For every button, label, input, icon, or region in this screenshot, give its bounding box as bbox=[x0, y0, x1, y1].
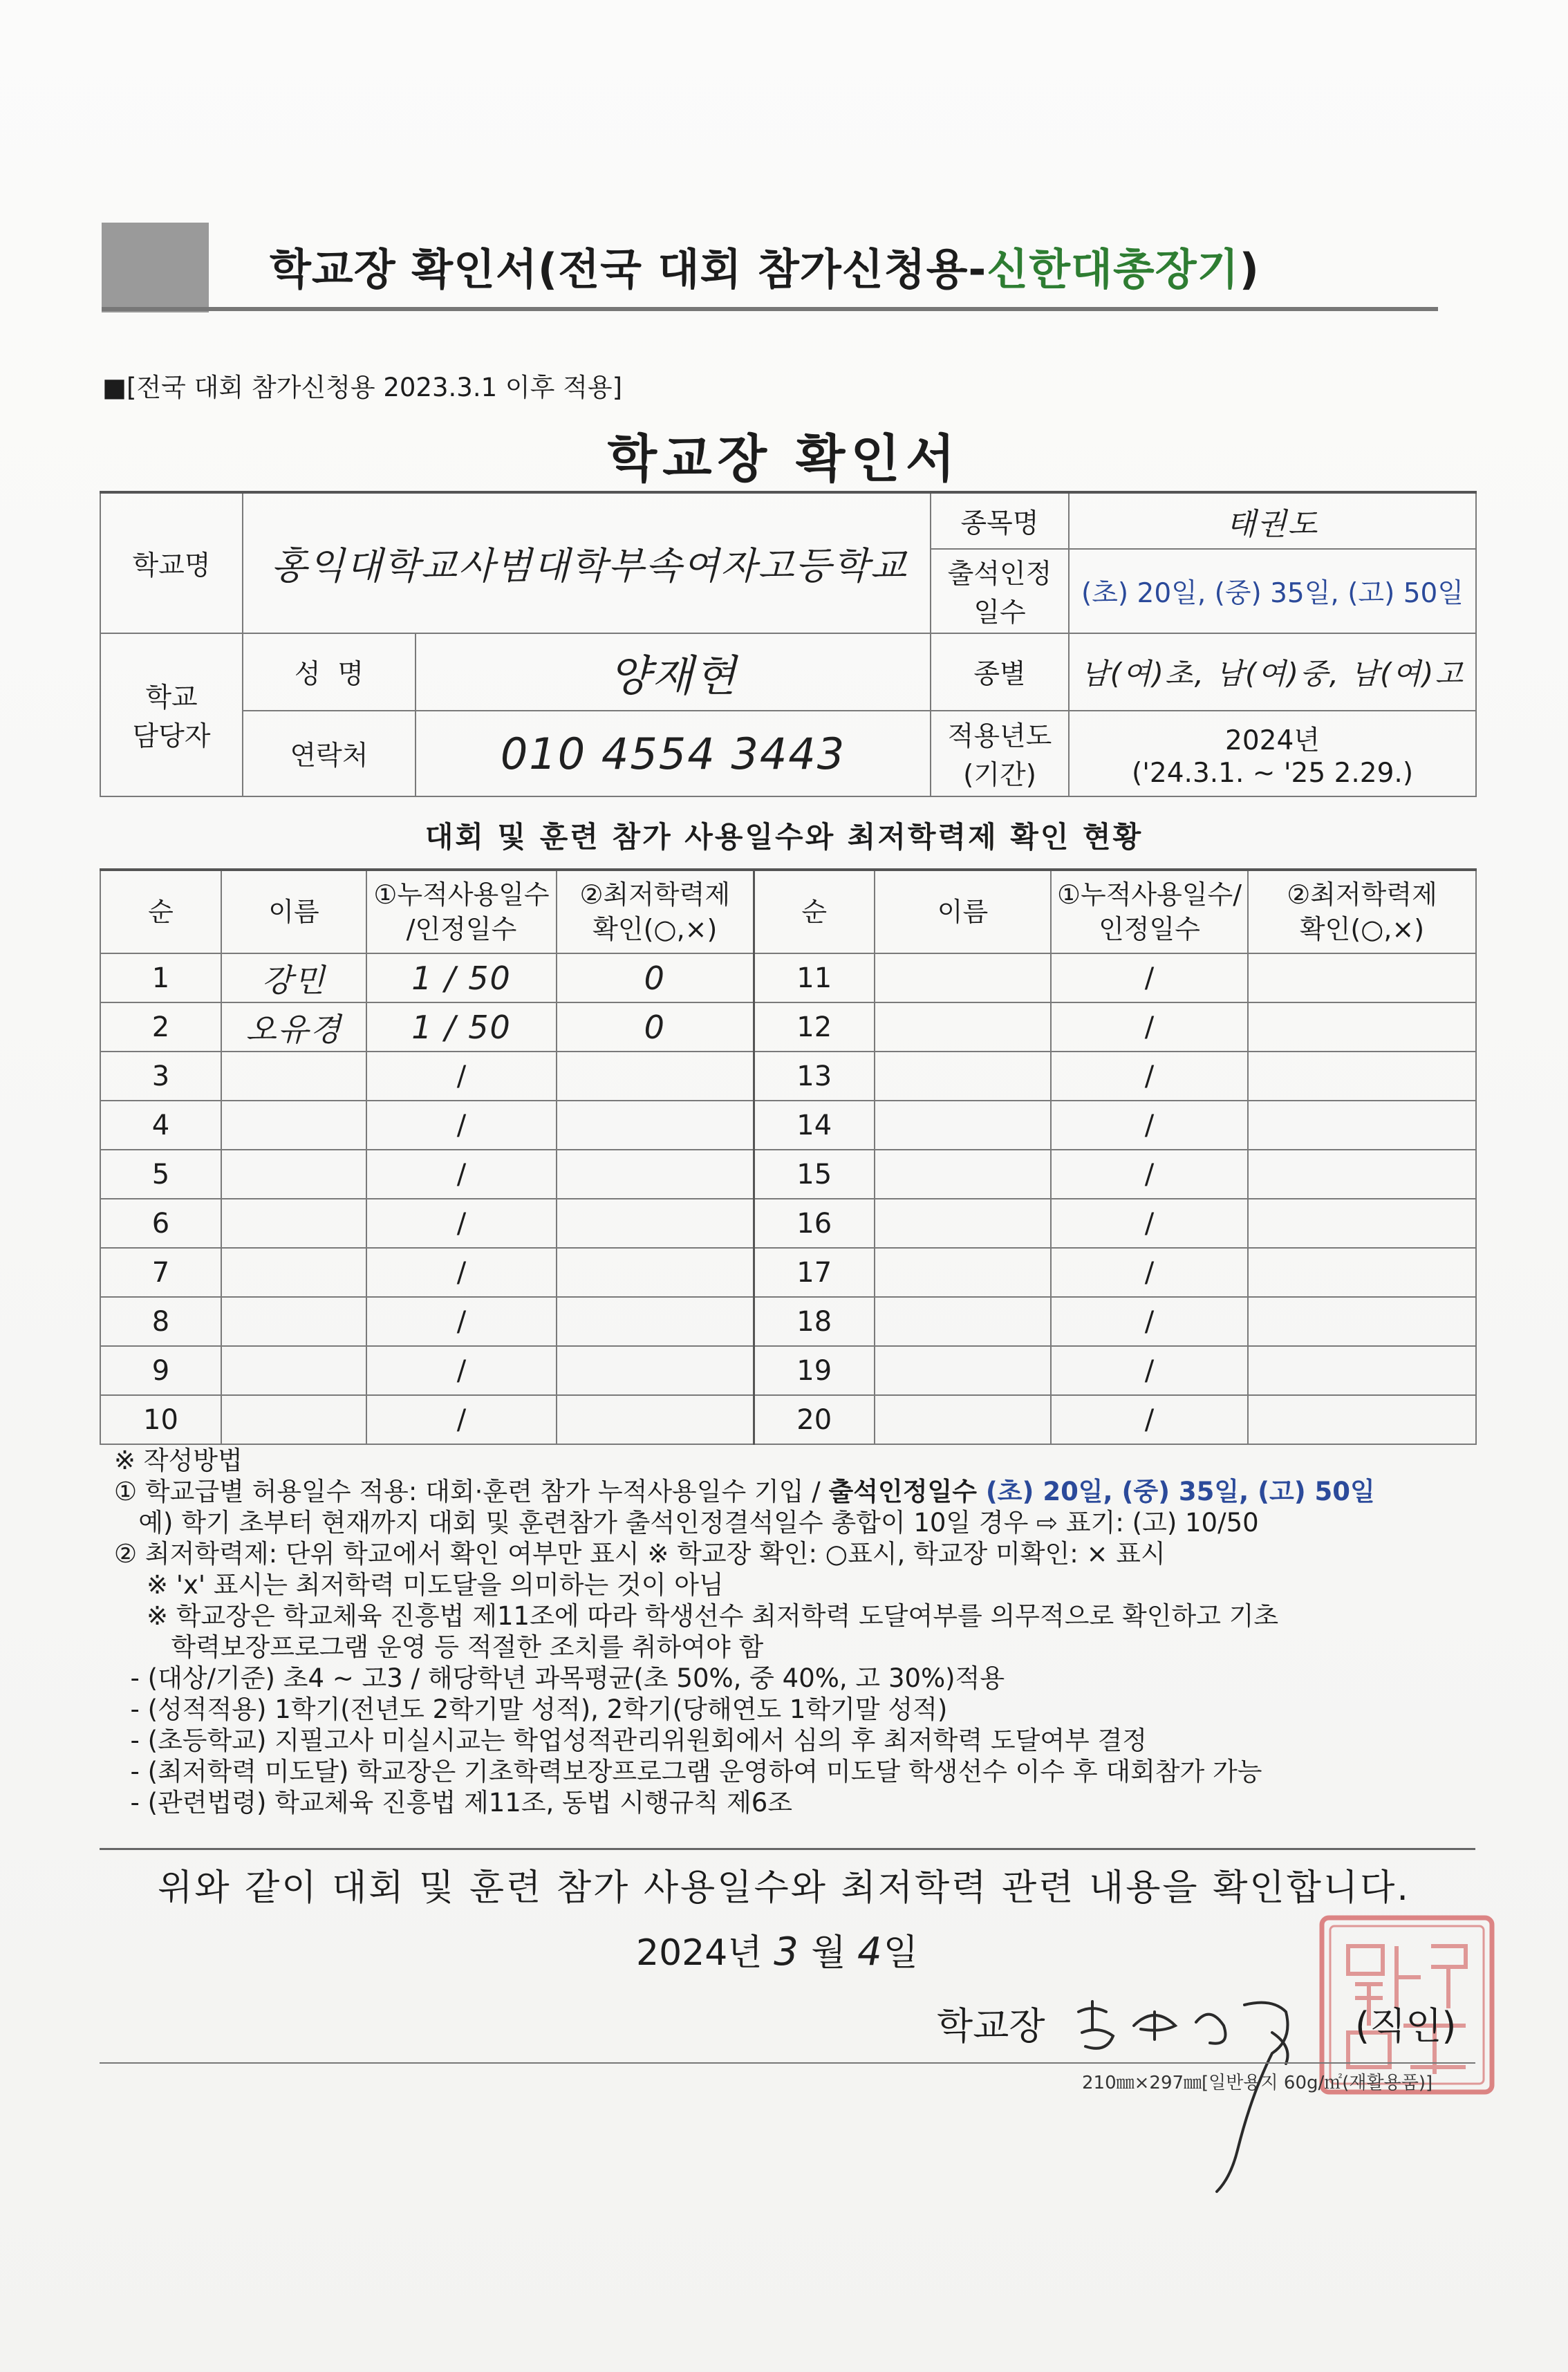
days-used: / bbox=[366, 1395, 557, 1444]
header-no-right: 순 bbox=[754, 870, 875, 953]
days-used: / bbox=[1051, 1199, 1248, 1248]
manager-name-value: 양재현 bbox=[416, 633, 931, 711]
banner-title-event: 신한대총장기 bbox=[987, 244, 1240, 295]
min-academic-check bbox=[1248, 1346, 1476, 1395]
contact-label: 연락처 bbox=[243, 711, 416, 796]
days-used: / bbox=[366, 1052, 557, 1101]
athlete-name bbox=[221, 1395, 366, 1444]
header-name-left: 이름 bbox=[221, 870, 366, 953]
athlete-name: 강민 bbox=[221, 953, 366, 1002]
date-month: 3 bbox=[774, 1930, 800, 1974]
row-number: 3 bbox=[100, 1052, 221, 1101]
table-row bbox=[100, 1395, 1476, 1444]
row-number: 9 bbox=[100, 1346, 221, 1395]
manager-name-label: 성 명 bbox=[243, 633, 416, 711]
row-number: 8 bbox=[100, 1297, 221, 1346]
min-academic-check: 0 bbox=[557, 953, 754, 1002]
athlete-name bbox=[221, 1297, 366, 1346]
min-academic-check bbox=[557, 1395, 754, 1444]
days-used: / bbox=[1051, 1101, 1248, 1150]
athlete-name bbox=[221, 1248, 366, 1297]
paper-spec-note: 210㎜×297㎜[일반용지 60g/㎡(재활용품)] bbox=[1082, 2073, 1433, 2093]
table-row bbox=[100, 1199, 1476, 1248]
instruction-line-3: ② 최저학력제: 단위 학교에서 확인 여부만 표시 ※ 학교장 확인: ○표시, 학교장 미확인: × 표시 bbox=[114, 1539, 1166, 1569]
year-label: 적용년도 (기간) bbox=[931, 711, 1069, 796]
days-used: / bbox=[1051, 1002, 1248, 1052]
date-month-unit: 월 bbox=[811, 1932, 846, 1974]
min-academic-check bbox=[1248, 1199, 1476, 1248]
instructions bbox=[114, 1445, 1483, 1818]
row-number: 2 bbox=[100, 1002, 221, 1052]
year-value: 2024년 ('24.3.1. ~ '25 2.29.) bbox=[1069, 711, 1476, 796]
days-used: / bbox=[1051, 1395, 1248, 1444]
row-number: 14 bbox=[754, 1101, 875, 1150]
days-used: / bbox=[1051, 1346, 1248, 1395]
document-title: 학교장 확인서 bbox=[607, 429, 961, 489]
athlete-name bbox=[221, 1346, 366, 1395]
min-academic-check bbox=[1248, 1150, 1476, 1199]
table-row bbox=[100, 1101, 1476, 1150]
athlete-name bbox=[221, 1052, 366, 1101]
athlete-name bbox=[875, 1248, 1051, 1297]
row-number: 20 bbox=[754, 1395, 875, 1444]
row-number: 15 bbox=[754, 1150, 875, 1199]
header-name-right: 이름 bbox=[875, 870, 1051, 953]
instruction-line-11: - (관련법령) 학교체육 진흥법 제11조, 동법 시행규칙 제6조 bbox=[114, 1788, 793, 1818]
athlete-name bbox=[875, 953, 1051, 1002]
row-number: 13 bbox=[754, 1052, 875, 1101]
table-row bbox=[100, 1150, 1476, 1199]
instructions-heading: ※ 작성방법 bbox=[114, 1446, 243, 1475]
header-days-right: ①누적사용일수/ 인정일수 bbox=[1051, 870, 1248, 953]
signature-date bbox=[636, 1923, 918, 1975]
athlete-name bbox=[875, 1346, 1051, 1395]
gender-value: 남(여)초, 남(여)중, 남(여)고 bbox=[1069, 633, 1476, 711]
header-check-right: ②최저학력제 확인(○,×) bbox=[1248, 870, 1476, 953]
row-number: 18 bbox=[754, 1297, 875, 1346]
row-number: 19 bbox=[754, 1346, 875, 1395]
row-number: 11 bbox=[754, 953, 875, 1002]
athlete-name bbox=[875, 1150, 1051, 1199]
min-academic-check: 0 bbox=[557, 1002, 754, 1052]
min-academic-check bbox=[1248, 1002, 1476, 1052]
athlete-name: 오유경 bbox=[221, 1002, 366, 1052]
attendance-value: (초) 20일, (중) 35일, (고) 50일 bbox=[1069, 549, 1476, 633]
instruction-line-2: 예) 학기 초부터 현재까지 대회 및 훈련참가 출석인정결석일수 총합이 10일 경우 ⇨ 표기: (고) 10/50 bbox=[114, 1508, 1259, 1538]
instruction-line-7: - (대상/기준) 초4 ~ 고3 / 해당학년 과목평균(초 50%, 중 40%, 고 30%)적용 bbox=[114, 1663, 1005, 1693]
banner-gray-box bbox=[102, 223, 209, 312]
contact-value: 010 4554 3443 bbox=[416, 711, 931, 796]
instruction-line-10: - (최저학력 미도달) 학교장은 기초학력보장프로그램 운영하여 미도달 학생선수 이수 후 대회참가 가능 bbox=[114, 1757, 1262, 1786]
min-academic-check bbox=[557, 1150, 754, 1199]
footer-divider bbox=[100, 2062, 1475, 2064]
days-used: / bbox=[1051, 1297, 1248, 1346]
gender-label: 종별 bbox=[931, 633, 1069, 711]
min-academic-check bbox=[557, 1346, 754, 1395]
athlete-name bbox=[875, 1101, 1051, 1150]
min-academic-check bbox=[1248, 1052, 1476, 1101]
school-name-value: 홍익대학교사범대학부속여자고등학교 bbox=[243, 492, 931, 633]
table-row bbox=[100, 1297, 1476, 1346]
table-row bbox=[100, 953, 1476, 1002]
min-academic-check bbox=[1248, 1248, 1476, 1297]
divider-line bbox=[100, 1848, 1475, 1850]
table-row bbox=[100, 1248, 1476, 1297]
header-check-left: ②최저학력제 확인(○,×) bbox=[557, 870, 754, 953]
instruction-line-1: ① 학교급별 허용일수 적용: 대회·훈련 참가 누적사용일수 기입 / 출석인정일수 (초) 20일, (중) 35일, (고) 50일 bbox=[114, 1477, 1375, 1506]
event-label: 종목명 bbox=[931, 492, 1069, 549]
days-used: / bbox=[1051, 1052, 1248, 1101]
athlete-name bbox=[875, 1199, 1051, 1248]
min-academic-check bbox=[1248, 1297, 1476, 1346]
row-number: 10 bbox=[100, 1395, 221, 1444]
event-value: 태권도 bbox=[1069, 492, 1476, 549]
athlete-table bbox=[100, 868, 1477, 1445]
banner-title bbox=[270, 235, 1260, 297]
min-academic-check bbox=[557, 1297, 754, 1346]
min-academic-check bbox=[557, 1199, 754, 1248]
instruction-line-9: - (초등학교) 지필고사 미실시교는 학업성적관리위원회에서 심의 후 최저학력 도달여부 결정 bbox=[114, 1726, 1148, 1755]
manager-label: 학교 담당자 bbox=[100, 633, 243, 796]
section-title: 대회 및 훈련 참가 사용일수와 최저학력제 확인 현황 bbox=[424, 820, 1144, 854]
school-info-table bbox=[100, 491, 1477, 797]
date-year: 2024년 bbox=[636, 1932, 763, 1974]
min-academic-check bbox=[557, 1052, 754, 1101]
min-academic-check bbox=[1248, 953, 1476, 1002]
days-used: / bbox=[366, 1248, 557, 1297]
attendance-label: 출석인정 일수 bbox=[931, 549, 1069, 633]
row-number: 4 bbox=[100, 1101, 221, 1150]
athlete-name bbox=[875, 1395, 1051, 1444]
banner-title-end: ) bbox=[1239, 244, 1260, 295]
min-academic-check bbox=[557, 1248, 754, 1297]
row-number: 5 bbox=[100, 1150, 221, 1199]
row-number: 17 bbox=[754, 1248, 875, 1297]
row-number: 7 bbox=[100, 1248, 221, 1297]
applicability-note: ■[전국 대회 참가신청용 2023.3.1 이후 적용] bbox=[102, 373, 623, 402]
athlete-name bbox=[221, 1199, 366, 1248]
header-no-left: 순 bbox=[100, 870, 221, 953]
days-used: / bbox=[366, 1346, 557, 1395]
days-used: / bbox=[366, 1150, 557, 1199]
days-used: / bbox=[1051, 953, 1248, 1002]
confirmation-statement: 위와 같이 대회 및 훈련 참가 사용일수와 최저학력 관련 내용을 확인합니다. bbox=[158, 1867, 1410, 1909]
header-days-left: ①누적사용일수 /인정일수 bbox=[366, 870, 557, 953]
school-name-label: 학교명 bbox=[100, 492, 243, 633]
min-academic-check bbox=[557, 1101, 754, 1150]
instruction-line-5: ※ 학교장은 학교체육 진흥법 제11조에 따라 학생선수 최저학력 도달여부를 의무적으로 확인하고 기초 bbox=[114, 1601, 1279, 1631]
principal-label: 학교장 bbox=[937, 2004, 1045, 2048]
row-number: 12 bbox=[754, 1002, 875, 1052]
days-used: / bbox=[366, 1101, 557, 1150]
athlete-name bbox=[875, 1052, 1051, 1101]
min-academic-check bbox=[1248, 1101, 1476, 1150]
row-number: 16 bbox=[754, 1199, 875, 1248]
row-number: 1 bbox=[100, 953, 221, 1002]
banner-underline bbox=[102, 307, 1438, 311]
athlete-name bbox=[875, 1297, 1051, 1346]
instruction-line-8: - (성적적용) 1학기(전년도 2학기말 성적), 2학기(당해연도 1학기말 성적) bbox=[114, 1694, 948, 1724]
row-number: 6 bbox=[100, 1199, 221, 1248]
days-used: / bbox=[1051, 1150, 1248, 1199]
seal-label: (직인) bbox=[1355, 2004, 1457, 2048]
banner-title-main: 학교장 확인서(전국 대회 참가신청용- bbox=[270, 244, 987, 295]
athlete-table-body bbox=[100, 953, 1476, 1444]
days-used: / bbox=[366, 1297, 557, 1346]
days-used: / bbox=[1051, 1248, 1248, 1297]
athlete-name bbox=[875, 1002, 1051, 1052]
date-day-unit: 일 bbox=[883, 1932, 918, 1974]
table-row bbox=[100, 1002, 1476, 1052]
min-academic-check bbox=[1248, 1395, 1476, 1444]
instruction-line-6: 학력보장프로그램 운영 등 적절한 조치를 취하여야 함 bbox=[114, 1632, 764, 1662]
athlete-name bbox=[221, 1101, 366, 1150]
athlete-table-header bbox=[100, 870, 1476, 953]
table-row bbox=[100, 1052, 1476, 1101]
athlete-name bbox=[221, 1150, 366, 1199]
instruction-line-4: ※ 'x' 표시는 최저학력 미도달을 의미하는 것이 아님 bbox=[114, 1570, 724, 1600]
days-used: 1 / 50 bbox=[366, 953, 557, 1002]
date-day: 4 bbox=[857, 1930, 884, 1974]
table-row bbox=[100, 1346, 1476, 1395]
days-used: 1 / 50 bbox=[366, 1002, 557, 1052]
days-used: / bbox=[366, 1199, 557, 1248]
